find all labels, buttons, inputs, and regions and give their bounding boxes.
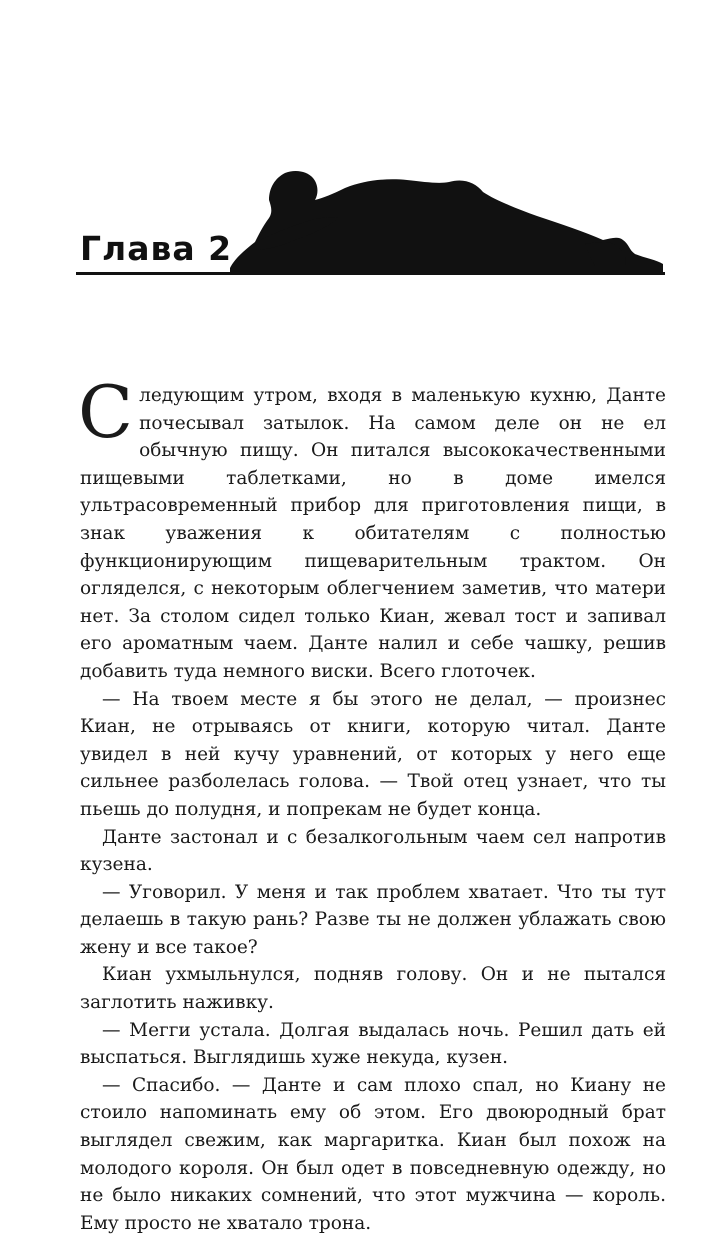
- paragraph: — Уговорил. У меня и так проблем хватает. Что ты тут делаешь в такую рань? Разве ты не должен ублажать свою жену и все такое?: [80, 881, 666, 958]
- chapter-title: Глава 2: [80, 229, 233, 268]
- paragraph: — Спасибо. — Данте и сам плохо спал, но Киану не стоило напоминать ему об этом. Его двоюродный брат выглядел свежим, как маргаритка. Киан был похож на молодого короля. Он был одет в повседневную одежду, но не было никаких сомнений, что этот мужчина — король. Ему просто не хватало трона.: [80, 1074, 666, 1234]
- paragraph: [78, 370, 666, 686]
- paragraph: Данте застонал и с безалкогольным чаем сел напротив кузена.: [80, 826, 666, 876]
- drop-cap: С: [78, 370, 134, 454]
- paragraph: Киан ухмыльнулся, подняв голову. Он и не пытался заглотить наживку.: [80, 964, 666, 1014]
- chapter-body-text: [78, 370, 666, 1237]
- paragraph-text: ледующим утром, входя в маленькую кухню, Данте почесывал затылок. На самом деле он не ел обычную пищу. Он питался высококачественными пищевыми таблетками, но в доме имелся ультрасовременный прибор для приготовления пищи, в знак уважения к обитателям с полностью функционирующим пищеварительным трактом. Он огляделся, с некоторым облегчением заметив, что матери нет. За столом сидел только Киан, жевал тост и запивал его ароматным чаем. Данте налил и себе чашку, решив добавить туда немного виски. Всего глоточек.: [80, 385, 666, 682]
- paragraph: — На твоем месте я бы этого не делал, — произнес Киан, не отрываясь от книги, которую читал. Данте увидел в ней кучу уравнений, от которых у него еще сильнее разболелась голова. — Твой отец узнает, что ты пьешь до полудня, и попрекам не будет конца.: [80, 688, 666, 820]
- reclining-woman-silhouette-illustration: [225, 160, 665, 275]
- chapter-heading-rule: [76, 272, 665, 275]
- paragraph: — Мегги устала. Долгая выдалась ночь. Решил дать ей выспаться. Выглядишь хуже некуда, кузен.: [80, 1019, 666, 1069]
